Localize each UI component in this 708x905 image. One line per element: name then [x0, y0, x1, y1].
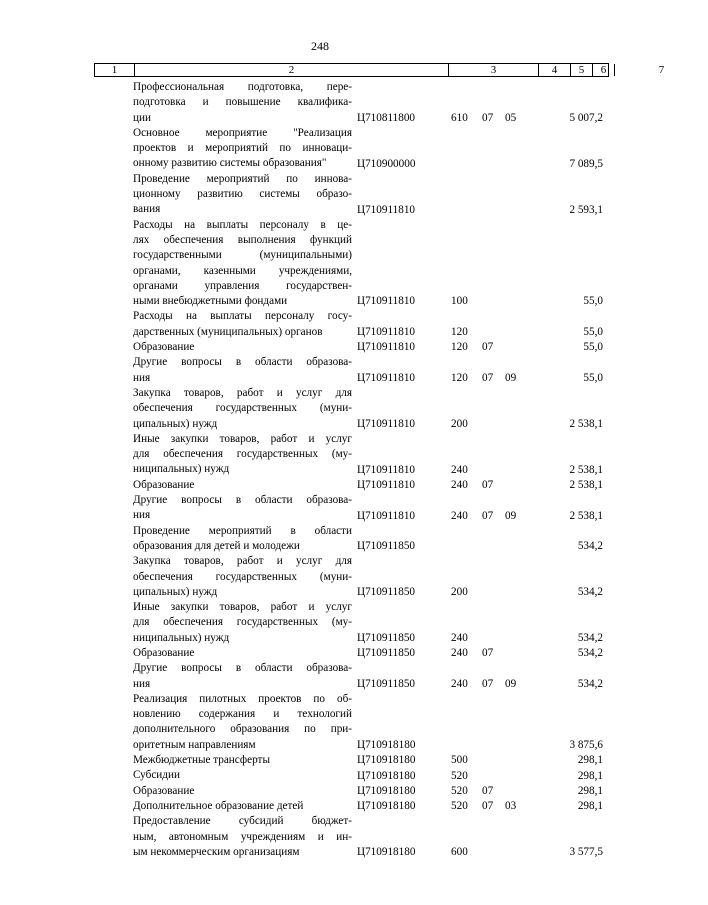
target-article-code: Ц710911850: [357, 677, 416, 690]
target-article-code: Ц710918180: [357, 769, 416, 782]
target-article-code: Ц710918180: [357, 739, 416, 752]
target-article-code: Ц710911810: [357, 417, 416, 430]
amount: 298,1: [577, 784, 603, 797]
expense-type: 200: [451, 586, 468, 599]
row-values: [0, 463, 640, 478]
target-article-code: Ц710911810: [357, 341, 416, 354]
amount: 2 538,1: [569, 417, 603, 430]
description-line: Образование: [133, 784, 195, 797]
expense-type: 240: [451, 479, 468, 492]
description-line: Образование: [133, 478, 195, 491]
table-header: [94, 63, 665, 77]
amount: 5 007,2: [569, 111, 603, 124]
subsection: 09: [505, 371, 517, 384]
subsection: 09: [505, 677, 517, 690]
header-col-7: 7: [658, 64, 665, 76]
row-values: [0, 371, 640, 386]
amount: 7 089,5: [569, 157, 603, 170]
description-line: ными внебюджетными фондами: [133, 295, 288, 308]
amount: 2 538,1: [569, 463, 603, 476]
description-line: Дополнительное образование детей: [133, 799, 304, 812]
description-line: проектов и мероприятий по инновaци-: [133, 142, 352, 155]
target-article-code: Ц710911850: [357, 632, 416, 644]
description-line: ниципальных) нужд: [133, 631, 230, 644]
expense-type: 520: [451, 784, 468, 797]
amount: 534,2: [577, 647, 603, 660]
section: 07: [482, 509, 494, 522]
description-line: Проведение мероприятий по иннова-: [133, 172, 352, 185]
table-row: [0, 478, 640, 493]
subsection: 09: [505, 509, 517, 522]
description-line: Предоставление субсидий бюджет-: [133, 815, 352, 828]
description-line: ным, автономным учреждениям и ин-: [133, 830, 352, 843]
section: 07: [482, 800, 494, 813]
expense-type: 500: [451, 754, 468, 767]
description-line: Иные закупки товаров, работ и услуг: [133, 601, 352, 614]
description-line: для обеспечения государственных (му-: [133, 616, 352, 629]
target-article-code: Ц710911810: [357, 203, 416, 216]
budget-table-body: [0, 80, 640, 860]
table-row: [0, 554, 640, 600]
row-values: [0, 753, 640, 768]
target-article-code: Ц710911810: [357, 479, 416, 492]
description-line: Основное мероприятие "Реализация: [133, 126, 352, 139]
row-values: [0, 509, 640, 524]
expense-type: 520: [451, 800, 468, 813]
expense-type: 100: [451, 295, 468, 308]
description-line: ния: [133, 509, 151, 522]
table-row: [0, 432, 640, 478]
amount: 2 538,1: [569, 479, 603, 492]
table-row: [0, 753, 640, 768]
description-line: ниципальных) нужд: [133, 463, 230, 476]
row-values: [0, 111, 640, 126]
table-row: [0, 340, 640, 355]
target-article-code: Ц710911810: [357, 371, 416, 384]
description-line: обеспечения государственных (муни-: [133, 402, 352, 415]
amount: 298,1: [577, 800, 603, 813]
row-values: [0, 325, 640, 340]
description-line: ционному развитию системы образо-: [133, 188, 352, 201]
amount: 534,2: [577, 677, 603, 690]
amount: 534,2: [577, 540, 603, 553]
row-values: [0, 417, 640, 432]
expense-type: 120: [451, 341, 468, 354]
description-line: Закупка товаров, работ и услуг для: [133, 386, 352, 399]
page-number: 248: [311, 39, 329, 53]
description-line: обеспечения государственных (муни-: [133, 570, 352, 583]
description-line: вания: [133, 203, 161, 216]
header-col-4: 4: [539, 64, 571, 76]
section: 07: [482, 647, 494, 660]
target-article-code: Ц710918180: [357, 846, 416, 859]
description-line: Расходы на выплаты персоналу госу-: [133, 310, 352, 323]
row-values: [0, 585, 640, 600]
table-row: [0, 524, 640, 555]
table-row: [0, 172, 640, 218]
expense-type: 520: [451, 769, 468, 782]
table-row: [0, 493, 640, 524]
expense-type: 120: [451, 326, 468, 339]
section: 07: [482, 371, 494, 384]
description-line: Иные закупки товаров, работ и услуг: [133, 432, 352, 445]
table-row: [0, 218, 640, 310]
target-article-code: Ц710918180: [357, 800, 416, 813]
expense-type: 120: [451, 371, 468, 384]
section: 07: [482, 111, 494, 124]
target-article-code: Ц710918180: [357, 754, 416, 767]
expense-type: 240: [451, 647, 468, 660]
amount: 55,0: [583, 341, 603, 354]
amount: 2 538,1: [569, 509, 603, 522]
amount: 55,0: [583, 371, 603, 384]
table-row: [0, 600, 640, 646]
header-col-3: 3: [449, 64, 539, 76]
row-values: [0, 340, 640, 355]
expense-type: 600: [451, 846, 468, 859]
row-values: [0, 157, 640, 172]
description-line: Образование: [133, 341, 195, 354]
row-values: [0, 478, 640, 493]
row-values: [0, 799, 640, 814]
description-line: ым некоммерческим организациям: [133, 845, 300, 858]
section: 07: [482, 677, 494, 690]
table-row: [0, 355, 640, 386]
description-line: дополнительного образования по при-: [133, 723, 352, 736]
header-col-5: 5: [571, 64, 593, 76]
table-row: [0, 784, 640, 799]
target-article-code: Ц710918180: [357, 784, 416, 797]
description-line: ции: [133, 111, 151, 124]
amount: 534,2: [577, 586, 603, 599]
description-line: лях обеспечения выполнения функций: [133, 233, 352, 246]
amount: 55,0: [583, 326, 603, 339]
target-article-code: Ц710911810: [357, 295, 416, 308]
expense-type: 240: [451, 632, 468, 644]
description-line: онному развитию системы образования": [133, 157, 327, 170]
subsection: 03: [505, 800, 517, 813]
table-row: [0, 386, 640, 432]
amount: 3 875,6: [569, 739, 603, 752]
description-line: Другие вопросы в области образова-: [133, 662, 352, 675]
description-line: органами, казенными учреждениями,: [133, 264, 352, 277]
table-row: [0, 799, 640, 814]
section: 07: [482, 784, 494, 797]
description-line: Профессиональная подготовка, пере-: [133, 81, 352, 93]
table-row: [0, 126, 640, 172]
target-article-code: Ц710911850: [357, 647, 416, 660]
description-line: Реализация пилотных проектов по об-: [133, 692, 352, 705]
table-row: [0, 814, 640, 860]
amount: 3 577,5: [569, 846, 603, 859]
table-row: [0, 646, 640, 661]
description-line: дарственных (муниципальных) органов: [133, 325, 323, 338]
row-values: [0, 203, 640, 218]
amount: 298,1: [577, 754, 603, 767]
description-line: Другие вопросы в области образова-: [133, 494, 352, 507]
description-line: Проведение мероприятий в области: [133, 524, 352, 537]
description-line: новлению содержания и технологий: [133, 708, 352, 721]
description-line: Другие вопросы в области образова-: [133, 356, 352, 369]
row-values: [0, 294, 640, 309]
row-values: [0, 646, 640, 661]
header-col-6: 6: [593, 64, 615, 76]
row-values: [0, 631, 640, 646]
description-line: Образование: [133, 647, 195, 659]
amount: 2 593,1: [569, 203, 603, 216]
target-article-code: Ц710900000: [357, 157, 416, 170]
expense-type: 240: [451, 463, 468, 476]
target-article-code: Ц710911810: [357, 509, 416, 522]
row-values: [0, 677, 640, 692]
table-row: [0, 309, 640, 340]
table-row: [0, 768, 640, 783]
table-row: [0, 80, 640, 126]
table-row: [0, 661, 640, 692]
row-values: [0, 845, 640, 860]
target-article-code: Ц710911850: [357, 540, 416, 553]
description-line: ципальных) нужд: [133, 417, 218, 430]
description-line: Межбюджетные трансферты: [133, 754, 270, 767]
row-values: [0, 738, 640, 753]
section: 07: [482, 479, 494, 492]
description-line: Закупка товаров, работ и услуг для: [133, 555, 352, 568]
amount: 55,0: [583, 295, 603, 308]
table-row: [0, 692, 640, 753]
row-values: [0, 539, 640, 554]
amount: 534,2: [577, 632, 603, 644]
amount: 298,1: [577, 769, 603, 782]
description-line: образования для детей и молодежи: [133, 539, 300, 552]
row-values: [0, 769, 640, 784]
expense-type: 240: [451, 677, 468, 690]
section: 07: [482, 341, 494, 354]
description-line: Субсидии: [133, 769, 180, 782]
expense-type: 200: [451, 417, 468, 430]
subsection: 05: [505, 111, 517, 124]
description-line: ния: [133, 371, 151, 384]
description-line: подготовка и повышение квалифика-: [133, 96, 352, 109]
description-line: Расходы на выплаты персоналу в це-: [133, 218, 352, 231]
expense-type: 610: [451, 111, 468, 124]
expense-type: 240: [451, 509, 468, 522]
description-line: ципальных) нужд: [133, 585, 218, 598]
target-article-code: Ц710911850: [357, 586, 416, 599]
description-line: для обеспечения государственных (му-: [133, 448, 352, 461]
description-line: ния: [133, 677, 151, 690]
description-line: оритетным направлениям: [133, 738, 256, 751]
row-values: [0, 784, 640, 799]
description-line: государственными (муниципальными): [133, 249, 352, 262]
target-article-code: Ц710911810: [357, 463, 416, 476]
description-line: органами управления государствен-: [133, 279, 352, 292]
header-col-1: 1: [95, 64, 135, 76]
header-col-2: 2: [135, 64, 449, 76]
target-article-code: Ц710811800: [357, 111, 416, 124]
target-article-code: Ц710911810: [357, 326, 416, 339]
